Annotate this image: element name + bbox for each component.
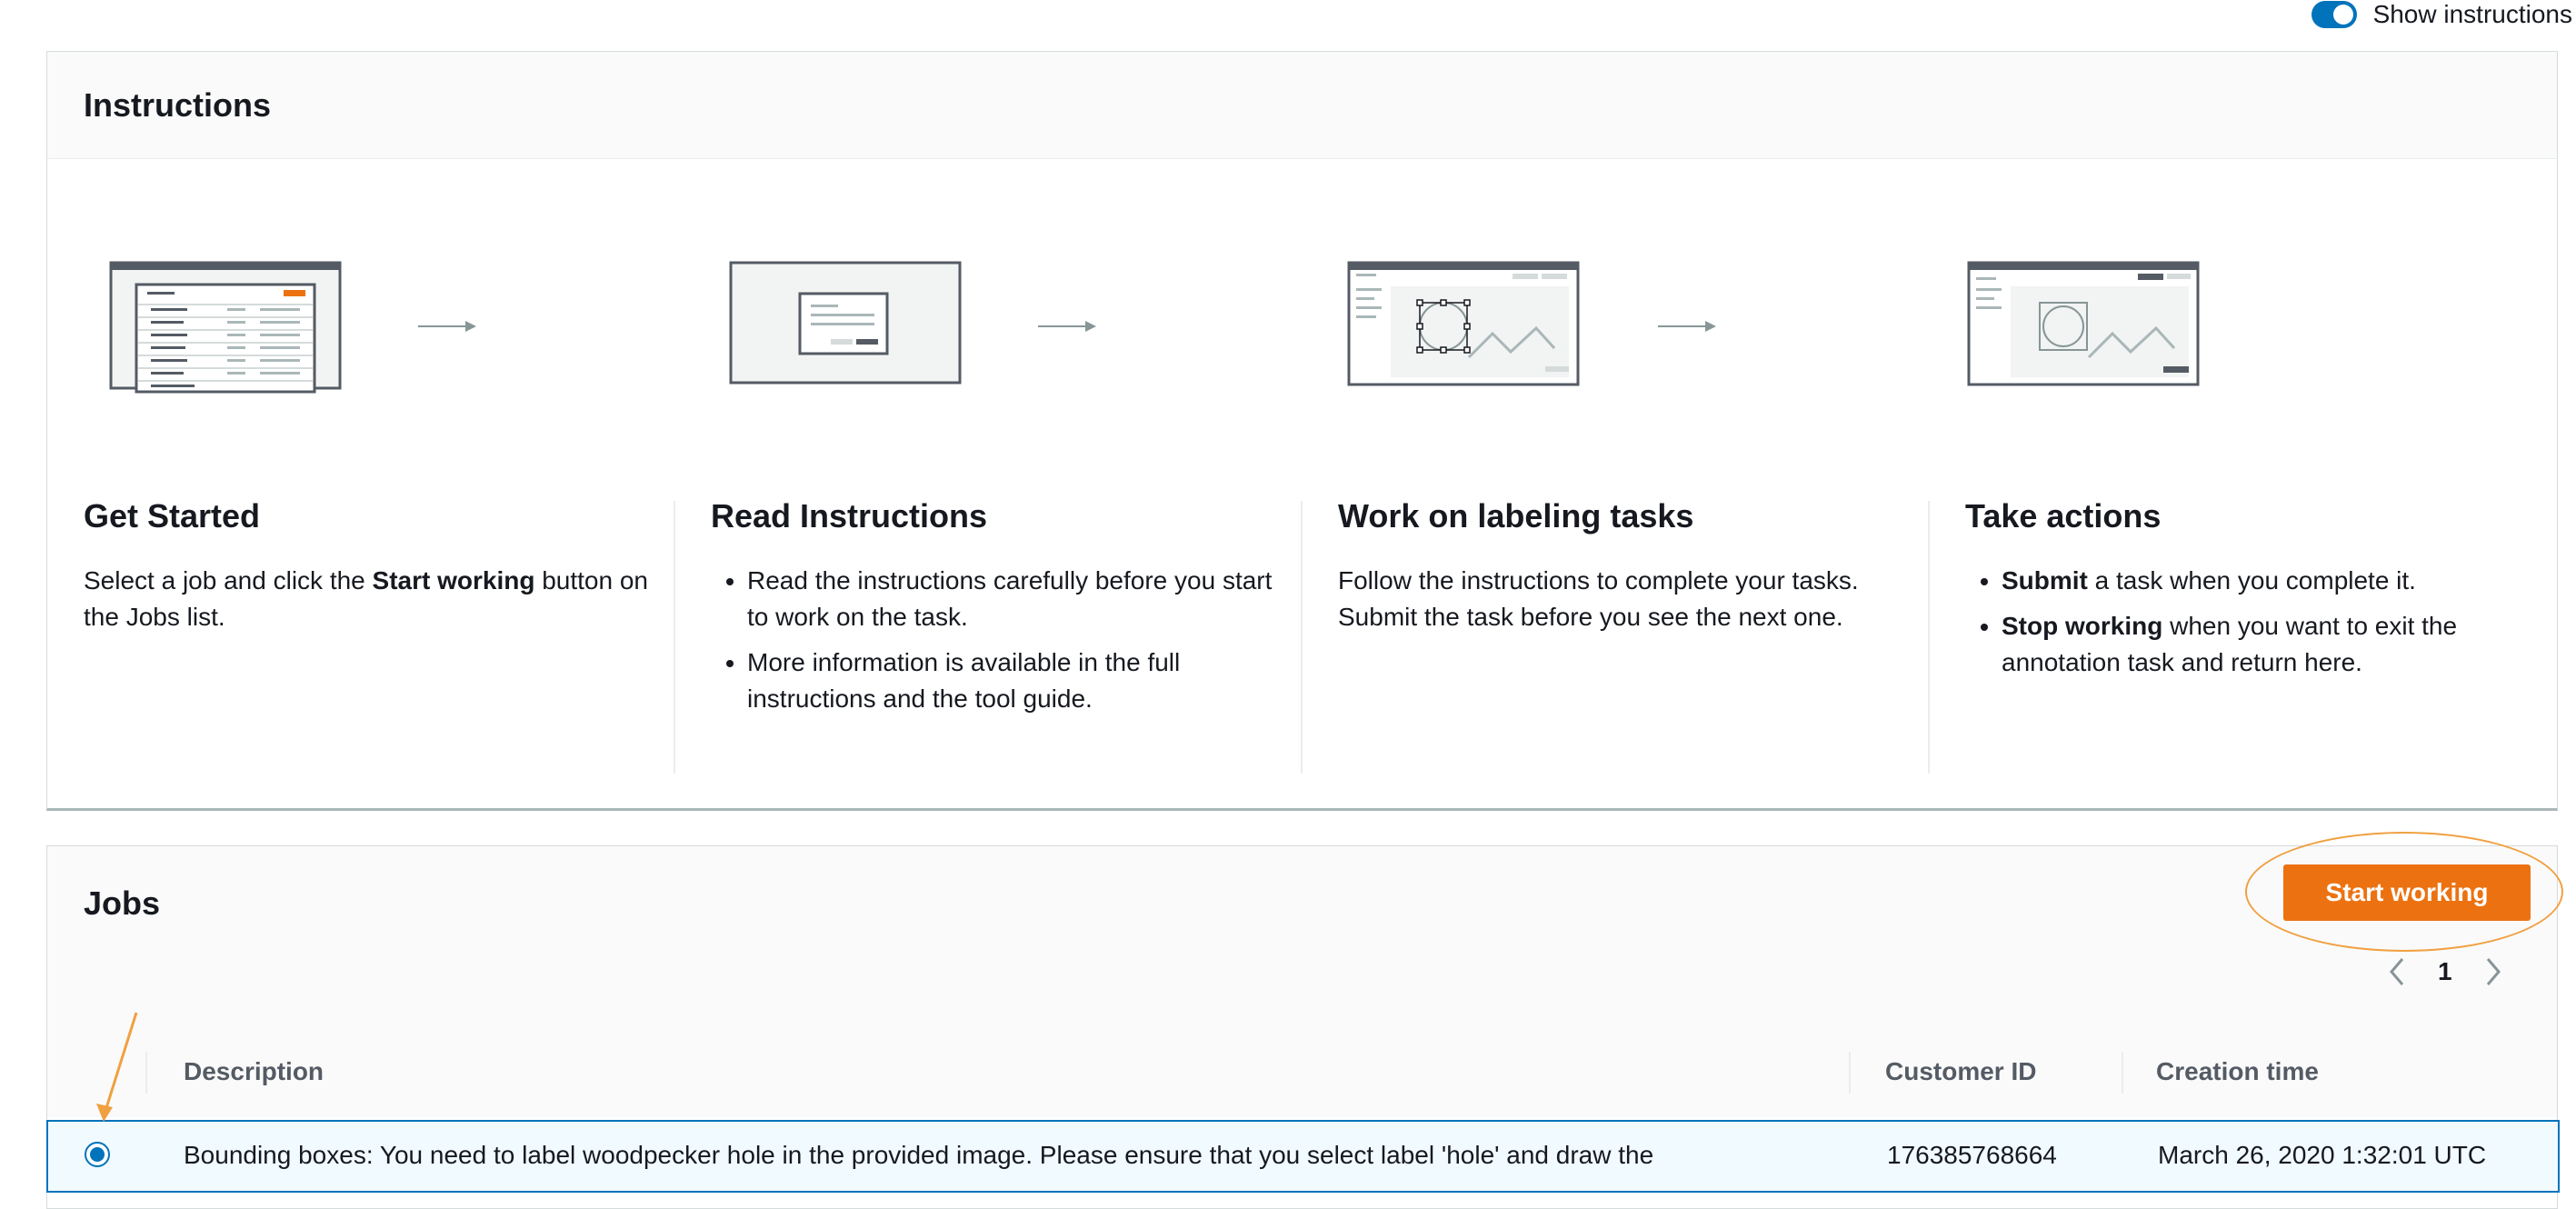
step-title: Work on labeling tasks [1338,497,1694,535]
start-working-button[interactable]: Start working [2283,864,2531,921]
table-header [47,1028,2557,1117]
arrow-right-icon [1658,317,1716,335]
labeling-tool-illustration [1347,261,1583,390]
column-header-customer-id[interactable]: Customer ID [1885,1057,2037,1085]
step-bullet: • Submit a task when you complete it. [2002,563,2547,599]
step-bullet: • More information is available in the full instructions and the tool guide. [747,644,1293,717]
step-title: Get Started [84,497,261,535]
toggle-switch[interactable] [2311,1,2357,28]
jobs-title: Jobs [84,884,161,922]
take-actions-illustration [1967,261,2203,390]
pagination [2383,954,2507,990]
column-separator [145,1052,147,1094]
step-text: Follow the instructions to complete your tasks. Submit the task before you see the next one. [1338,566,1859,631]
table-row[interactable] [46,1120,2560,1193]
row-creation-time: March 26, 2020 1:32:01 UTC [2158,1141,2487,1169]
step-get-started [84,497,674,824]
instructions-dialog-illustration [729,261,965,388]
arrow-right-icon [418,317,476,335]
step-title: Read Instructions [711,497,988,535]
annotation-arrow-icon [91,1009,145,1127]
column-divider [674,501,675,774]
step-read-instructions [711,497,1293,824]
toggle-label: Show instructions [2372,0,2572,28]
step-bullet: • Read the instructions carefully before you start to work on the task. [747,563,1293,635]
row-radio-button[interactable] [85,1142,110,1167]
instructions-header [47,52,2557,159]
step-title: Take actions [1965,497,2162,535]
row-customer-id: 176385768664 [1887,1141,2057,1169]
jobs-list-illustration [109,261,345,397]
step-text: Select a job and click the Start working button on the Jobs list. [84,566,648,631]
chevron-left-icon[interactable] [2383,954,2411,990]
column-header-description[interactable]: Description [184,1057,324,1085]
show-instructions-toggle[interactable] [2311,0,2572,29]
step-take-actions [1965,497,2547,824]
column-divider [1928,501,1930,774]
column-separator [2122,1052,2123,1094]
column-separator [1849,1052,1851,1094]
column-divider [1301,501,1303,774]
chevron-right-icon[interactable] [2480,954,2507,990]
step-work-on-labeling [1338,497,1920,824]
row-description: Bounding boxes: You need to label woodpecker hole in the provided image. Please ensure that you select label 'hole' and draw the [184,1141,1654,1169]
step-bullet: • Stop working when you want to exit the annotation task and return here. [2002,608,2547,681]
jobs-header [47,846,2557,1029]
column-header-creation-time[interactable]: Creation time [2156,1057,2319,1085]
instructions-panel [46,51,2558,811]
arrow-right-icon [1038,317,1096,335]
page-number[interactable]: 1 [2438,957,2452,985]
jobs-panel [46,845,2558,1209]
instructions-title: Instructions [84,85,272,124]
